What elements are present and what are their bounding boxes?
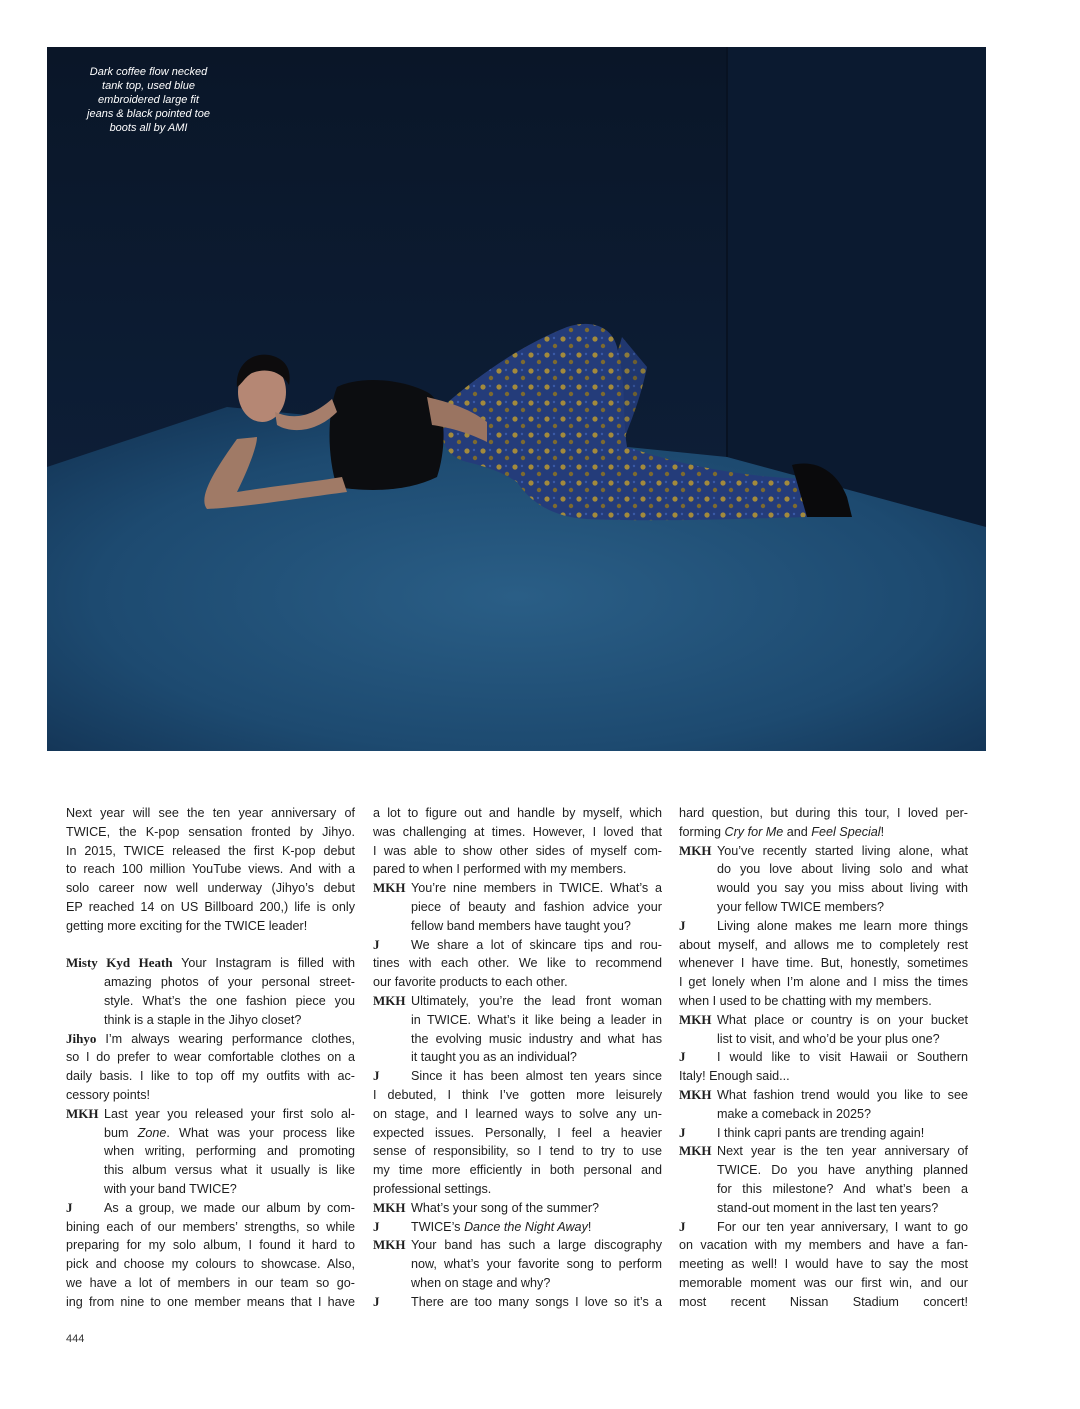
text-run: style. What’s the one fashion piece you: [104, 993, 355, 1008]
text-run: most recent Nissan Stadium concert!: [679, 1294, 968, 1309]
text-run: was challenging at times. However, I loved that: [373, 824, 662, 839]
speaker-label: J: [373, 1068, 380, 1084]
text-line: [679, 898, 968, 917]
text-line: [679, 1030, 968, 1049]
text-line: [679, 954, 968, 973]
speaker-label: J: [373, 1218, 380, 1234]
text-line: [66, 860, 355, 879]
speaker-label: MKH: [66, 1105, 99, 1121]
speaker-label: J: [679, 917, 686, 933]
text-run: list to visit, and who’d be your plus one?: [717, 1031, 940, 1046]
text-run: forming: [679, 824, 725, 839]
text-run: What place or country is on your bucket: [717, 1012, 968, 1027]
text-run: piece of beauty and fashion advice your: [411, 899, 662, 914]
text-line: [679, 1142, 968, 1161]
text-line: [373, 1236, 662, 1255]
caption-line: jeans & black pointed toe: [87, 108, 210, 120]
text-run: preparing for my solo album, I found it hard to: [66, 1238, 355, 1253]
text-run: There are too many songs I love so it’s a: [411, 1294, 662, 1309]
text-line: [373, 879, 662, 898]
text-run: Ultimately, you’re the lead front woman: [411, 993, 662, 1008]
text-line: [373, 936, 662, 955]
text-run: You’re nine members in TWICE. What’s a: [411, 881, 662, 896]
text-run: on stage, and I learned ways to solve any un-: [373, 1106, 662, 1121]
speaker-label: J: [679, 1049, 686, 1065]
text-run: In 2015, TWICE released the first K-pop debut: [66, 843, 355, 858]
text-run: !: [587, 1219, 592, 1234]
text-line: [679, 1048, 968, 1067]
caption-line: boots all by AMI: [109, 122, 188, 134]
text-run: a lot to figure out and handle by myself, which: [373, 806, 662, 820]
text-line: [373, 1274, 662, 1293]
text-run: pick and choose my colours to showcase. Also,: [66, 1257, 355, 1272]
text-line: [66, 1255, 355, 1274]
text-run: expected issues. Personally, I feel a heavier: [373, 1125, 662, 1140]
text-line: [66, 1199, 355, 1218]
text-run: I debuted, I think I’ve gotten more leisurely: [373, 1087, 662, 1102]
text-line: [373, 954, 662, 973]
text-run: I think capri pants are trending again!: [717, 1125, 925, 1140]
text-run: What’s your song of the summer?: [411, 1200, 600, 1215]
text-line: [373, 973, 662, 992]
text-run: Next year will see the ten year anniversary of: [66, 806, 355, 820]
text-line: [679, 1236, 968, 1255]
text-run: daily basis. I like to top off my outfits with ac-: [66, 1069, 355, 1084]
text-run: EP reached 14 on US Billboard 200,) life is only: [66, 899, 355, 914]
text-run: Next year is the ten year anniversary of: [717, 1144, 968, 1159]
text-line: [66, 1067, 355, 1086]
text-run: TWICE, the K-pop sensation fronted by Jihyo.: [66, 824, 355, 839]
title-italic: Zone: [137, 1125, 167, 1140]
speaker-label: Misty Kyd Heath: [66, 955, 173, 971]
text-run: about myself, and allows me to completely rest: [679, 937, 968, 952]
editorial-photo: [47, 47, 986, 751]
text-run: You’ve recently started living alone, what: [717, 843, 968, 858]
speaker-label: MKH: [679, 1086, 712, 1102]
text-run: would you say you miss about living with: [717, 881, 968, 896]
speaker-label: MKH: [373, 880, 406, 896]
text-run: . What was your process like: [166, 1125, 355, 1140]
text-run: ing from nine to one member means that I have: [66, 1294, 355, 1309]
text-line: [679, 1086, 968, 1105]
text-run: we have a lot of members in our team so go-: [66, 1275, 355, 1290]
text-run: tines with each other. We like to recommend: [373, 956, 662, 971]
text-run: bum: [104, 1125, 138, 1140]
text-line: [373, 992, 662, 1011]
text-line: [373, 1142, 662, 1161]
title-italic: Dance the Night Away: [463, 1219, 588, 1234]
text-run: Last year you released your first solo al-: [104, 1106, 355, 1121]
text-line: [373, 1124, 662, 1143]
speaker-label: MKH: [373, 1237, 406, 1253]
paragraph-gap: [66, 936, 355, 955]
text-run: I’m always wearing performance clothes,: [96, 1031, 355, 1046]
text-run: solo career now well underway (Jihyo’s debut: [66, 881, 355, 896]
text-line: [679, 842, 968, 861]
text-line: [373, 1255, 662, 1274]
text-run: think is a staple in the Jihyo closet?: [104, 1012, 302, 1027]
text-line: [66, 842, 355, 861]
text-line: [373, 917, 662, 936]
text-line: [66, 1293, 355, 1312]
text-run: sense of responsibility, so I tend to try to use: [373, 1144, 662, 1159]
text-line: [679, 1105, 968, 1124]
text-run: with your band TWICE?: [104, 1181, 237, 1196]
text-line: [373, 804, 662, 823]
text-run: Your band has such a large discography: [411, 1238, 662, 1253]
title-italic: Cry for Me: [724, 824, 784, 839]
speaker-label: MKH: [373, 992, 406, 1008]
text-run: your fellow TWICE members?: [717, 899, 885, 914]
text-line: [373, 823, 662, 842]
text-line: [679, 1011, 968, 1030]
text-column-2: [373, 804, 662, 1312]
speaker-label: J: [679, 1218, 686, 1234]
text-line: [373, 1086, 662, 1105]
text-line: [679, 1124, 968, 1143]
text-line: [679, 1218, 968, 1237]
text-run: professional settings.: [373, 1181, 492, 1196]
text-line: [373, 1105, 662, 1124]
text-line: [66, 954, 355, 973]
text-line: [66, 1124, 355, 1143]
text-run: amazing photos of your personal street-: [104, 975, 355, 990]
text-run: As a group, we made our album by com-: [104, 1200, 355, 1215]
text-line: [679, 1255, 968, 1274]
text-run: do you love about living solo and what: [717, 862, 968, 877]
text-column-3: [679, 804, 968, 1312]
text-line: [679, 879, 968, 898]
text-run: now, what’s your favorite song to perform: [411, 1257, 662, 1272]
text-run: whenever I have time. But, honestly, sometimes: [679, 956, 968, 971]
text-line: [373, 1180, 662, 1199]
text-run: and: [783, 824, 812, 839]
text-run: bining each of our members’ strengths, so while: [66, 1219, 355, 1234]
text-line: [679, 1180, 968, 1199]
speaker-label: MKH: [373, 1199, 406, 1215]
text-line: [66, 1086, 355, 1105]
speaker-label: MKH: [679, 1011, 712, 1027]
text-line: [679, 936, 968, 955]
text-line: [373, 1011, 662, 1030]
text-line: [66, 879, 355, 898]
text-run: getting more exciting for the TWICE leader!: [66, 918, 308, 933]
text-line: [679, 804, 968, 823]
text-run: fellow band members have taught you?: [411, 918, 631, 933]
speaker-label: J: [373, 1293, 380, 1309]
text-line: [66, 917, 355, 936]
text-line: [373, 1030, 662, 1049]
text-run: TWICE. Do you have anything planned: [717, 1163, 968, 1178]
text-run: !: [880, 824, 885, 839]
text-line: [373, 842, 662, 861]
caption-line: embroidered large fit: [98, 94, 199, 106]
text-run: hard question, but during this tour, I loved per-: [679, 806, 968, 820]
text-line: [66, 1142, 355, 1161]
photo-caption: [61, 65, 236, 135]
text-line: [679, 973, 968, 992]
text-line: [66, 973, 355, 992]
text-run: TWICE’s: [411, 1219, 464, 1234]
text-line: [66, 1011, 355, 1030]
speaker-label: J: [679, 1124, 686, 1140]
speaker-label: MKH: [679, 842, 712, 858]
text-run: make a comeback in 2025?: [717, 1106, 872, 1121]
text-line: [66, 804, 355, 823]
text-line: [373, 860, 662, 879]
text-run: I get lonely when I’m alone and I miss the times: [679, 975, 968, 990]
text-line: [66, 898, 355, 917]
text-run: For our ten year anniversary, I want to go: [717, 1219, 968, 1234]
text-run: the evolving music industry and what has: [411, 1031, 662, 1046]
text-run: Since it has been almost ten years since: [411, 1069, 662, 1084]
text-run: when writing, performing and promoting: [104, 1144, 355, 1159]
text-run: Italy! Enough said...: [679, 1069, 790, 1084]
text-run: on vacation with my members and have a fan-: [679, 1238, 968, 1253]
text-line: [66, 1218, 355, 1237]
text-run: cessory points!: [66, 1087, 150, 1102]
text-line: [373, 898, 662, 917]
speaker-label: J: [66, 1199, 73, 1215]
text-run: my time more efficiently in both personal and: [373, 1163, 662, 1178]
text-line: [66, 823, 355, 842]
text-line: [679, 992, 968, 1011]
text-run: when I used to be chatting with my members.: [679, 993, 932, 1008]
text-run: in TWICE. What’s it like being a leader in: [411, 1012, 662, 1027]
text-run: our favorite products to each other.: [373, 975, 568, 990]
text-run: I would like to visit Hawaii or Southern: [717, 1050, 968, 1065]
text-line: [66, 1030, 355, 1049]
text-line: [373, 1048, 662, 1067]
text-run: I was able to show other sides of myself com-: [373, 843, 662, 858]
text-line: [66, 1161, 355, 1180]
speaker-label: MKH: [679, 1143, 712, 1159]
text-line: [66, 1236, 355, 1255]
text-run: pared to when I performed with my members.: [373, 862, 627, 877]
text-line: [373, 1199, 662, 1218]
text-column-1: [66, 804, 355, 1312]
text-line: [373, 1161, 662, 1180]
text-line: [373, 1293, 662, 1312]
text-line: [679, 1161, 968, 1180]
text-line: [66, 1048, 355, 1067]
text-line: [679, 823, 968, 842]
text-line: [679, 1293, 968, 1312]
text-run: so I do prefer to wear comfortable clothes on a: [66, 1050, 355, 1065]
caption-line: tank top, used blue: [102, 80, 195, 92]
text-run: We share a lot of skincare tips and rou-: [411, 937, 662, 952]
text-run: this album versus what it usually is like: [104, 1163, 355, 1178]
text-run: to reach 100 million YouTube views. And with a: [66, 862, 355, 877]
text-line: [66, 1105, 355, 1124]
text-run: Your Instagram is filled with: [172, 956, 355, 971]
title-italic: Feel Special: [811, 824, 881, 839]
text-run: meeting as well! I would have to say the most: [679, 1257, 968, 1272]
text-run: What fashion trend would you like to see: [717, 1087, 968, 1102]
text-line: [373, 1067, 662, 1086]
text-line: [679, 1199, 968, 1218]
text-line: [679, 1274, 968, 1293]
text-line: [679, 917, 968, 936]
text-line: [66, 992, 355, 1011]
text-run: it taught you as an individual?: [411, 1050, 577, 1065]
caption-line: Dark coffee flow necked: [89, 66, 208, 78]
speaker-label: Jihyo: [66, 1030, 97, 1046]
text-run: when on stage and why?: [411, 1275, 551, 1290]
text-line: [679, 1067, 968, 1086]
text-run: stand-out moment in the last ten years?: [717, 1200, 939, 1215]
text-run: Living alone makes me learn more things: [717, 918, 968, 933]
text-line: [66, 1274, 355, 1293]
page-number: 444: [66, 1333, 85, 1345]
text-line: [679, 860, 968, 879]
speaker-label: J: [373, 936, 380, 952]
text-line: [373, 1218, 662, 1237]
text-run: for this milestone? And what’s been a: [717, 1181, 968, 1196]
text-line: [66, 1180, 355, 1199]
text-run: memorable moment was our first win, and our: [679, 1275, 968, 1290]
